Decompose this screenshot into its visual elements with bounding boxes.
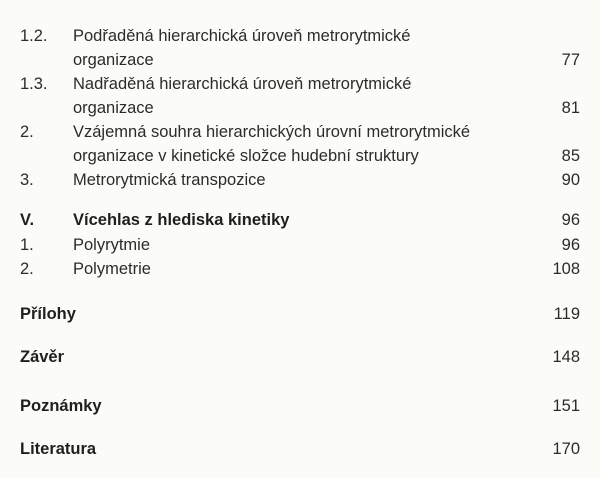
entry-title: Vzájemná souhra hierarchických úrovní metrorytmické bbox=[73, 123, 471, 141]
dot-leader-row bbox=[73, 257, 544, 281]
entry-title-cont: organizace v kinetické složce hudební struktury bbox=[73, 147, 419, 165]
entry-number: 1. bbox=[20, 236, 34, 254]
entry-page: 108 bbox=[552, 260, 580, 278]
chapter-number: V. bbox=[20, 211, 35, 229]
toc-entry-2 bbox=[0, 120, 600, 144]
section-title: Literatura bbox=[20, 440, 97, 458]
dot-leader-row bbox=[73, 48, 544, 72]
entry-number: 3. bbox=[20, 171, 34, 189]
entry-number: 2. bbox=[20, 260, 34, 278]
dot-leader bbox=[272, 168, 538, 192]
entry-title: Nadřaděná hierarchická úroveň metrorytmické bbox=[73, 75, 412, 93]
dot-leader-row bbox=[73, 233, 544, 257]
dot-leader-row bbox=[73, 208, 544, 232]
toc-section-zaver bbox=[0, 345, 600, 369]
dot-leader-row bbox=[73, 144, 544, 168]
entry-number: 2. bbox=[20, 123, 34, 141]
entry-page: 170 bbox=[552, 440, 580, 458]
toc-section-prilohy bbox=[0, 302, 600, 326]
entry-page: 96 bbox=[561, 211, 580, 229]
entry-number: 1.3. bbox=[20, 75, 48, 93]
dot-leader bbox=[425, 144, 538, 168]
entry-title-cont: organizace bbox=[73, 99, 154, 117]
dot-leader bbox=[160, 48, 538, 72]
toc-entry-1-2 bbox=[0, 24, 600, 48]
toc-entry-polymetrie bbox=[0, 257, 600, 281]
toc-section-poznamky bbox=[0, 394, 600, 418]
dot-leader bbox=[160, 96, 538, 120]
toc-entry-1-3-cont bbox=[0, 96, 600, 120]
dot-leader-row bbox=[20, 345, 544, 369]
dot-leader-row bbox=[73, 168, 544, 192]
section-title: Poznámky bbox=[20, 397, 102, 415]
entry-page: 77 bbox=[561, 51, 580, 69]
section-title: Přílohy bbox=[20, 305, 76, 323]
entry-page: 119 bbox=[553, 305, 580, 323]
toc-entry-1-2-cont bbox=[0, 48, 600, 72]
entry-title-cont: organizace bbox=[73, 51, 154, 69]
toc-entry-2-cont bbox=[0, 144, 600, 168]
dot-leader-row bbox=[73, 96, 544, 120]
dot-leader-row bbox=[20, 437, 544, 461]
dot-leader bbox=[102, 437, 538, 461]
dot-leader-row bbox=[20, 394, 544, 418]
entry-page: 151 bbox=[552, 397, 580, 415]
toc-chapter-v bbox=[0, 208, 600, 232]
dot-leader bbox=[82, 302, 538, 326]
toc-section-literatura bbox=[0, 437, 600, 461]
chapter-title: Vícehlas z hlediska kinetiky bbox=[73, 211, 290, 229]
dot-leader-row bbox=[20, 302, 544, 326]
entry-title: Polyrytmie bbox=[73, 236, 151, 254]
entry-number: 1.2. bbox=[20, 27, 48, 45]
entry-title: Metrorytmická transpozice bbox=[73, 171, 266, 189]
toc-entry-3 bbox=[0, 168, 600, 192]
entry-page: 85 bbox=[561, 147, 580, 165]
dot-leader bbox=[70, 345, 538, 369]
section-title: Závěr bbox=[20, 348, 65, 366]
entry-page: 96 bbox=[561, 236, 580, 254]
dot-leader bbox=[295, 208, 538, 232]
dot-leader bbox=[156, 233, 538, 257]
toc-entry-polyrytmie bbox=[0, 233, 600, 257]
entry-title: Polymetrie bbox=[73, 260, 151, 278]
entry-title: Podřaděná hierarchická úroveň metrorytmické bbox=[73, 27, 411, 45]
toc-entry-1-3 bbox=[0, 72, 600, 96]
dot-leader bbox=[108, 394, 538, 418]
dot-leader bbox=[157, 257, 538, 281]
entry-page: 148 bbox=[552, 348, 580, 366]
entry-page: 81 bbox=[561, 99, 580, 117]
entry-page: 90 bbox=[561, 171, 580, 189]
